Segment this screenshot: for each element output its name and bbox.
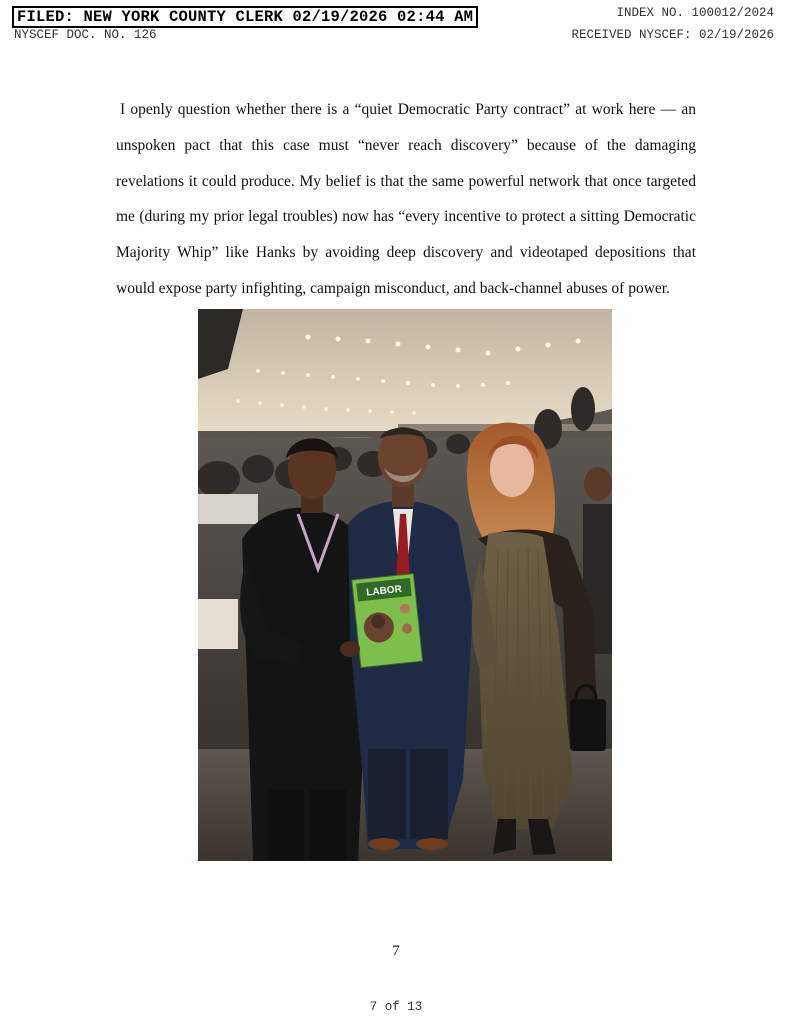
nyscef-doc-number: NYSCEF DOC. NO. 126 <box>14 28 157 42</box>
flyer-title: LABOR <box>365 583 403 599</box>
labor-flyer <box>352 574 423 668</box>
body-paragraph: I openly question whether there is a “quiet Democratic Party contract” at work here — an unspoken pact that this case must “never reach discovery” because of the damaging revelations it could produce. My belief is that the same powerful network that once targeted me (during my prior legal troubles) now has “every incentive to protect a sitting Democratic Majority Whip” like Hanks by avoiding deep discovery and videotaped depositions that would expose party infighting, campaign misconduct, and back-channel abuses of power. <box>116 101 696 297</box>
page-of-total: 7 of 13 <box>369 1000 423 1014</box>
event-photo <box>198 309 612 861</box>
index-number: INDEX NO. 100012/2024 <box>616 6 774 20</box>
page-number: 7 <box>392 943 400 959</box>
received-date: RECEIVED NYSCEF: 02/19/2026 <box>571 28 774 42</box>
body-text <box>116 92 696 307</box>
filed-stamp: FILED: NEW YORK COUNTY CLERK 02/19/2026 02:44 AM <box>12 6 478 28</box>
